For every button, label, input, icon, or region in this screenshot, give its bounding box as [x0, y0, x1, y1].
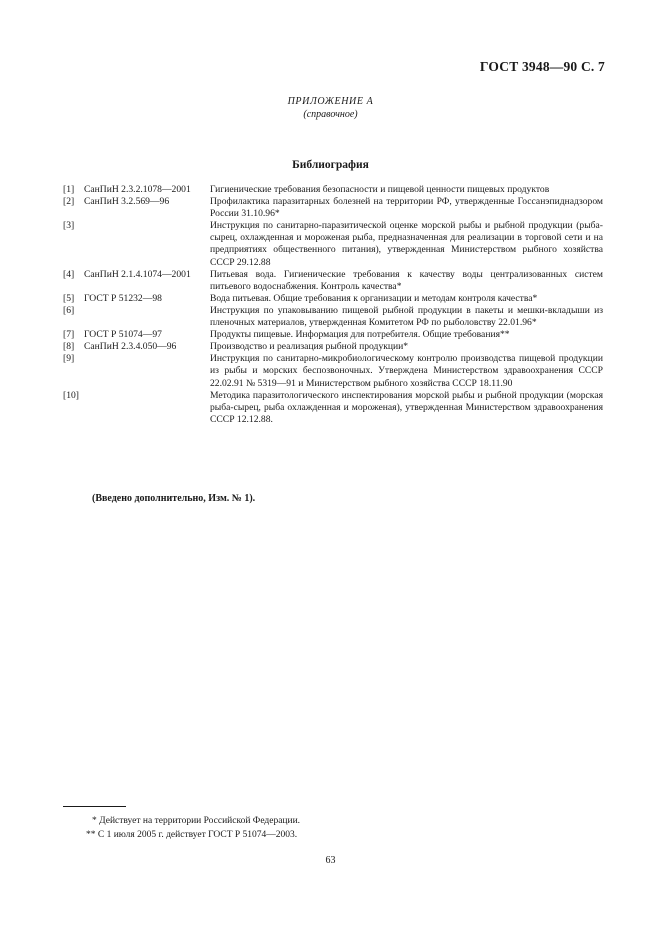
- footnote: ** С 1 июля 2005 г. действует ГОСТ Р 51074—2003.: [86, 830, 298, 840]
- item-document: [84, 353, 210, 389]
- item-text: Производство и реализация рыбной продукции*: [210, 341, 409, 353]
- item-text: Питьевая вода. Гигиенические требования к качеству воды централизованных систем питьевого водоснабжения. Контроль качества*: [210, 268, 603, 292]
- bibliography-item: [63, 269, 603, 293]
- item-number: [4]: [63, 268, 75, 280]
- item-document: ГОСТ Р 51232—98: [84, 292, 162, 304]
- page-number: 63: [325, 855, 336, 866]
- bibliography-item: [63, 341, 603, 353]
- document-code-header: ГОСТ 3948—90 С. 7: [479, 59, 605, 74]
- item-number: [2]: [63, 196, 75, 208]
- bibliography-item: [63, 184, 603, 196]
- item-document: ГОСТ Р 51074—97: [84, 329, 162, 341]
- item-text: Методика паразитологического инспектирования морской рыбы и рыбной продукции (морская рыба-сырец, рыба охлажденная и мороженая), утвержденная Министерством здравоохранения СССР 12.12.88.: [210, 389, 603, 425]
- item-number: [9]: [63, 353, 75, 365]
- item-text: Вода питьевая. Общие требования к организации и методам контроля качества*: [210, 292, 538, 304]
- footnotes: [86, 814, 300, 842]
- bibliography-item: [63, 353, 603, 389]
- item-document: [84, 390, 210, 426]
- item-document: [84, 305, 210, 329]
- bibliography-item: [63, 329, 603, 341]
- item-document: СанПиН 2.3.2.1078—2001: [84, 184, 191, 195]
- bibliography-item: [63, 390, 603, 426]
- item-text: Инструкция по санитарно-паразитической оценке морской рыбы и рыбной продукции (рыба-сырец, охлажденная и мороженая рыба, предназначенная для реализации в торговой сети и на предприятиях общественного питания), утвержденная Министерством рыбного хозяйства СССР 29.12.88: [210, 220, 603, 268]
- item-number: [1]: [63, 184, 75, 195]
- item-document: СанПиН 2.1.4.1074—2001: [84, 268, 191, 280]
- appendix-subtitle: (справочное): [303, 109, 358, 120]
- item-text: Продукты пищевые. Информация для потребителя. Общие требования**: [210, 329, 510, 341]
- bibliography-item: [63, 305, 603, 329]
- item-number: [7]: [63, 329, 75, 341]
- item-number: [8]: [63, 341, 75, 353]
- appendix-title: ПРИЛОЖЕНИЕ А: [287, 96, 374, 107]
- footnote-divider: [63, 806, 126, 807]
- appendix-heading: [0, 95, 661, 121]
- item-text: Гигиенические требования безопасности и пищевой ценности пищевых продуктов: [210, 184, 550, 195]
- amendment-note: (Введено дополнительно, Изм. № 1).: [92, 493, 256, 504]
- item-text: Профилактика паразитарных болезней на территории РФ, утвержденные Госсанэпиднадзором России 31.10.96*: [210, 196, 603, 220]
- item-document: [84, 220, 210, 268]
- item-document: СанПиН 2.3.4.050—96: [84, 341, 177, 353]
- item-number: [5]: [63, 292, 75, 304]
- bibliography-item: [63, 293, 603, 305]
- item-number: [3]: [63, 220, 75, 232]
- item-document: СанПиН 3.2.569—96: [84, 196, 170, 208]
- item-text: Инструкция по упаковыванию пищевой рыбной продукции в пакеты и мешки-вкладыши из пленочных материалов, утвержденная Комитетом РФ по рыболовству 22.01.96*: [210, 304, 603, 329]
- footnote: * Действует на территории Российской Федерации.: [92, 816, 301, 826]
- bibliography-title: Библиография: [292, 159, 369, 171]
- bibliography-item: [63, 196, 603, 220]
- item-number: [10]: [63, 389, 79, 401]
- bibliography-list: [63, 184, 603, 426]
- item-number: [6]: [63, 304, 75, 316]
- item-text: Инструкция по санитарно-микробиологическому контролю производства пищевой продукции из рыбы и морских беспозвоночных. Утверждена Министерством здравоохранения СССР 22.02.91 № 5319—91 и Министерством рыбного хозяйства СССР 18.11.90: [210, 353, 603, 389]
- bibliography-item: [63, 220, 603, 268]
